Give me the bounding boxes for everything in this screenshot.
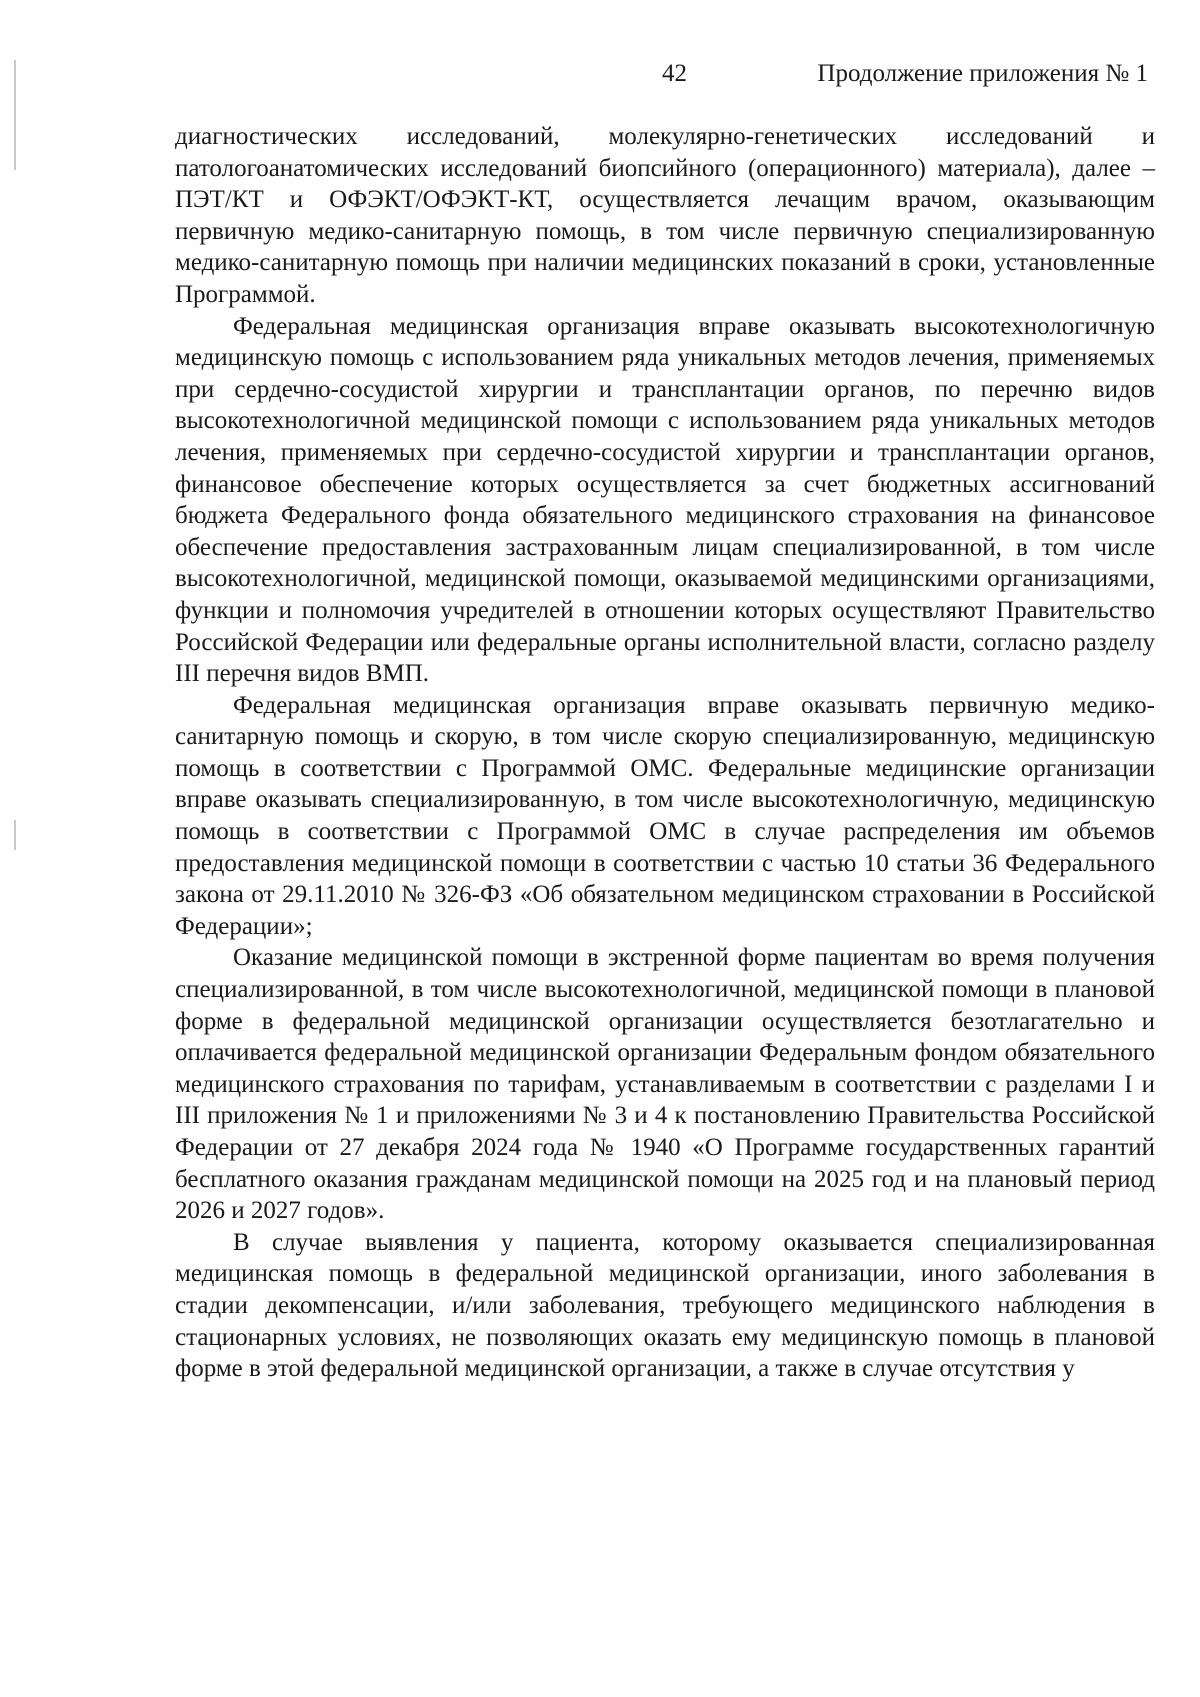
paragraph: Оказание медицинской помощи в экстренной форме пациентам во время получения специализированной, в том числе высокотехнологичной, медицинской помощи в плановой форме в федеральной медицинской организации осуществляется безотлагательно и оплачивается федеральной медицинской организации Федеральным фондом обязательного медицинского страхования по тарифам, устанавливаемым в соответствии с разделами I и III приложения № 1 и приложениями № 3 и 4 к постановлению Правительства Российской Федерации от 27 декабря 2024 года № 1940 «О Программе государственных гарантий бесплатного оказания гражданам медицинской помощи на 2025 год и на плановый период 2026 и 2027 годов». — [175, 944, 1155, 1225]
page-header — [0, 60, 1200, 100]
paragraph: Федеральная медицинская организация вправе оказывать высокотехнологичную медицинскую помощь с использованием ряда уникальных методов лечения, применяемых при сердечно-сосудистой хирургии и трансплантации органов, по перечню видов высокотехнологичной медицинской помощи с использованием ряда уникальных методов лечения, применяемых при сердечно-сосудистой хирургии и трансплантации органов, финансовое обеспечение которых осуществляется за счет бюджетных ассигнований бюджета Федерального фонда обязательного медицинского страхования на финансовое обеспечение предоставления застрахованным лицам специализированной, в том числе высокотехнологичной, медицинской помощи, оказываемой медицинскими организациями, функции и полномочия учредителей в отношении которых осуществляют Правительство Российской Федерации или федеральные органы исполнительной власти, согласно разделу III перечня видов ВМП. — [175, 312, 1155, 688]
paragraph: Федеральная медицинская организация вправе оказывать первичную медико-санитарную помощь и скорую, в том числе скорую специализированную, медицинскую помощь в соответствии с Программой ОМС. Федеральные медицинские организации вправе оказывать специализированную, в том числе высокотехнологичную, медицинскую помощь в соответствии с Программой ОМС в случае распределения им объемов предоставления медицинской помощи в соответствии с частью 10 статьи 36 Федерального закона от 29.11.2010 № 326-ФЗ «Об обязательном медицинском страховании в Российской Федерации»; — [175, 691, 1155, 940]
paragraph: В случае выявления у пациента, которому оказывается специализированная медицинская помощь в федеральной медицинской организации, иного заболевания в стадии декомпенсации, и/или заболевания, требующего медицинского наблюдения в стационарных условиях, не позволяющих оказать ему медицинскую помощь в плановой форме в этой федеральной медицинской организации, а также в случае отсутствия у — [175, 1228, 1155, 1383]
document-body — [175, 121, 1155, 1385]
appendix-continuation-note: Продолжение приложения № 1 — [817, 60, 1148, 87]
scan-edge-mark — [14, 820, 16, 850]
page-number: 42 — [662, 60, 687, 87]
paragraph-continued: диагностических исследований, молекулярно-генетических исследований и патологоанатомических исследований биопсийного (операционного) материала), далее – ПЭТ/КТ и ОФЭКТ/ОФЭКТ-КТ, осуществляется лечащим врачом, оказывающим первичную медико-санитарную помощь, в том числе первичную специализированную медико-санитарную помощь при наличии медицинских показаний в сроки, установленные Программой. — [175, 123, 1155, 308]
